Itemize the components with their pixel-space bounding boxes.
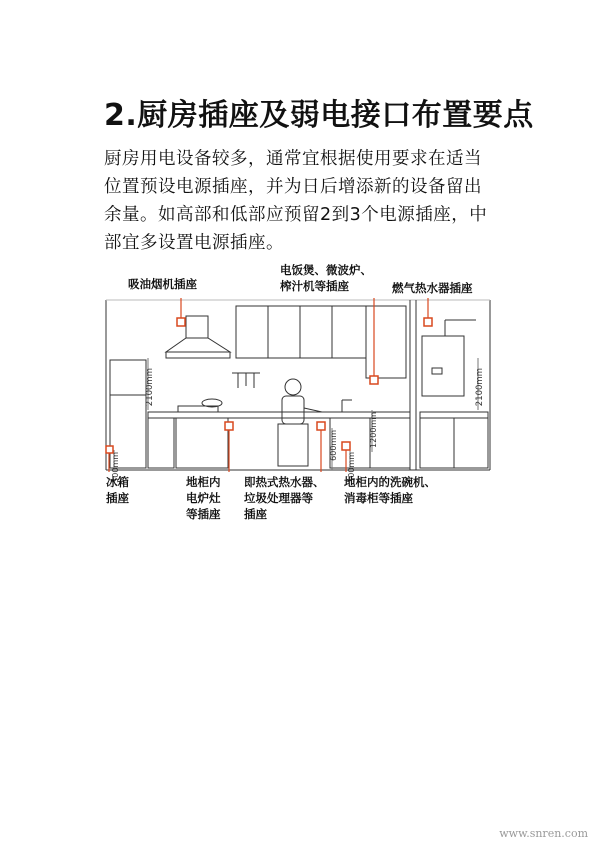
base-cabinet	[148, 418, 174, 468]
person-head	[285, 379, 301, 395]
paragraph	[104, 145, 504, 257]
outlet-icon	[317, 422, 325, 430]
tall-upper-cabinet	[366, 306, 406, 378]
hood-base	[166, 352, 230, 358]
outlet-icon	[424, 318, 432, 326]
outlet-icon	[177, 318, 185, 326]
paragraph-line: 余量。如高部和低部应预留2到3个电源插座，中	[104, 205, 488, 225]
heater-display	[432, 368, 442, 374]
label-gas-heater-outlet: 燃气热水器插座	[392, 281, 473, 295]
countertop-right	[420, 412, 488, 418]
hood-duct	[186, 316, 208, 338]
dimension-600: 600mm	[329, 430, 338, 461]
label-fridge-outlet: 冰箱 插座	[106, 475, 129, 505]
dimension-300-mid: 300mm	[347, 452, 356, 483]
page-title: 2.厨房插座及弱电接口布置要点	[104, 98, 534, 133]
kitchen-elevation-diagram	[0, 260, 600, 530]
outlet-icon	[106, 446, 113, 453]
paragraph-line: 位置预设电源插座，并为日后增添新的设备留出	[104, 177, 482, 197]
base-cabinet	[176, 418, 228, 468]
gas-water-heater	[422, 336, 464, 396]
label-appliance-outlet: 电饭煲、微波炉、 榨汁机等插座	[280, 263, 372, 293]
dimension-300-left: 300mm	[111, 452, 120, 483]
person-body	[282, 396, 304, 424]
label-instant-heater-outlet: 即热式热水器、 垃圾处理器等 插座	[244, 475, 325, 521]
dimension-2100-right: 2100mm	[475, 368, 485, 407]
person-chair	[278, 424, 308, 466]
dimension-1200: 1200mm	[369, 412, 378, 448]
dimension-2100-left: 2100mm	[145, 368, 155, 407]
upper-cabinets	[236, 306, 366, 358]
footer-watermark: www.snren.com	[499, 827, 588, 840]
label-hood-outlet: 吸油烟机插座	[128, 277, 197, 291]
hood-body	[166, 338, 230, 352]
label-stove-outlet: 地柜内 电炉灶 等插座	[186, 475, 221, 521]
outlet-icon	[342, 442, 350, 450]
fridge-shape	[110, 360, 146, 468]
outlet-icon	[225, 422, 233, 430]
paragraph-line: 厨房用电设备较多，通常宜根据使用要求在适当	[104, 149, 482, 169]
label-dishwasher-outlet: 地柜内的洗碗机、 消毒柜等插座	[344, 475, 436, 505]
outlet-icon	[370, 376, 378, 384]
paragraph-line: 部宜多设置电源插座。	[104, 233, 284, 253]
person-arm	[304, 408, 322, 412]
